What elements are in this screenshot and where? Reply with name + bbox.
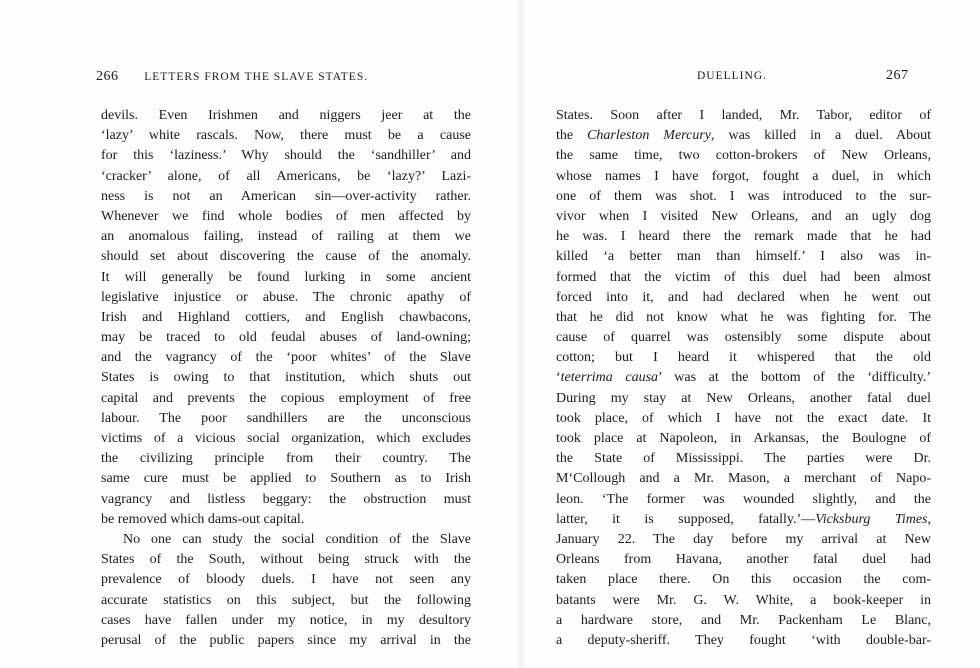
- text-line: for this ‘laziness.’ Why should the ‘sandhiller’ and: [101, 148, 471, 164]
- text-line: the State of Mississippi. The parties were Dr.: [556, 451, 931, 467]
- text-line: During my stay at New Orleans, another fatal duel: [556, 390, 931, 406]
- text-line: a deputy-sheriff. They fought ‘with double-bar-: [556, 632, 931, 648]
- text-line: took place, of which I have not the exact date. It: [556, 410, 931, 426]
- text-line: cases have fallen under my notice, in my desultory: [101, 612, 471, 628]
- left-page-body: [101, 106, 471, 651]
- text-line: States. Soon after I landed, Mr. Tabor, editor of: [556, 108, 931, 123]
- text-line: capital and prevents the copious employment of free: [101, 390, 471, 406]
- text-line: M‘Collough and a Mr. Mason, a merchant of Napo-: [556, 471, 931, 487]
- text-line: States of the South, without being struck with the: [101, 552, 471, 568]
- italic-term: Charleston Mercury: [587, 128, 711, 144]
- text-line: No one can study the social condition of the Slave: [123, 531, 471, 547]
- text-line: formed that the victim of this duel had been almost: [556, 269, 931, 285]
- text-line: that he did not know what he was fighting for. The: [556, 309, 931, 325]
- text-line: killed ‘a better man than himself.’ I also was in-: [556, 249, 931, 265]
- text-line: legislative injustice or abuse. The chronic apathy of: [101, 289, 471, 305]
- text-line: perusal of the public papers since my arrival in the: [101, 632, 471, 648]
- italic-term: teterrima causa: [560, 370, 659, 386]
- text-line: the Charleston Mercury, was killed in a duel. About: [556, 128, 931, 144]
- text-line: whose names I have forgot, fought a duel, in which: [556, 168, 931, 184]
- right-page-body: [556, 106, 931, 651]
- text-line: and the vagrancy of the ‘poor whites’ of the Slave: [101, 350, 471, 366]
- text-line: Irish and Highland cottiers, and English chawbacons,: [101, 309, 471, 325]
- text-line: latter, it is supposed, fatally.’—Vicksburg Times,: [556, 511, 932, 527]
- text-line: should set about discovering the cause of the anomaly.: [101, 249, 471, 265]
- text-line: cotton; but I heard it whispered that the old: [556, 350, 931, 366]
- text-line: vagrancy and listless beggary: the obstruction must: [101, 491, 471, 507]
- text-line: forced into it, and had declared when he went out: [556, 289, 931, 305]
- text-line: batants were Mr. G. W. White, a book-keeper in: [556, 592, 931, 608]
- italic-term: Vicksburg Times: [815, 511, 928, 527]
- text-line: same cure must be applied to Southern as to Irish: [101, 471, 471, 487]
- text-line: ness is not an American sin—over-activity rather.: [101, 188, 471, 204]
- text-line: devils. Even Irishmen and niggers jeer at the: [101, 108, 471, 123]
- text-line: labour. The poor sandhillers are the unconscious: [101, 410, 471, 426]
- text-line: prevalence of bloody duels. I have not seen any: [101, 572, 471, 588]
- text-line: accurate statistics on this subject, but the following: [101, 592, 471, 608]
- text-line: States is owing to that institution, which shuts out: [101, 370, 471, 386]
- right-running-head: DUELLING.: [697, 70, 767, 82]
- text-line: ‘teterrima causa’ was at the bottom of the ‘difficulty.’: [556, 370, 932, 386]
- text-line: took place at Napoleon, in Arkansas, the Boulogne of: [556, 431, 931, 446]
- text-line: cause of quarrel was ostensibly some dispute about: [556, 330, 931, 346]
- text-line: January 22. The day before my arrival at New: [556, 531, 931, 547]
- text-line: one of them was shot. I was introduced to the sur-: [556, 188, 931, 204]
- text-line: an anomalous failing, instead of railing at them we: [101, 229, 471, 245]
- text-line: he was. I heard there the remark made that he had: [556, 229, 931, 245]
- text-line: be removed which dams-out capital.: [101, 511, 305, 527]
- text-line: the civilizing principle from their country. The: [101, 451, 471, 467]
- left-page-header: [96, 68, 476, 85]
- text-line: the same time, two cotton-brokers of New Orleans,: [556, 148, 931, 164]
- text-line: ‘lazy’ white rascals. Now, there must be a cause: [101, 128, 471, 144]
- text-line: a hardware store, and Mr. Packenham Le Blanc,: [556, 612, 931, 628]
- right-page-number: 267: [886, 68, 909, 83]
- text-line: Orleans from Havana, another fatal duel had: [556, 552, 931, 568]
- text-line: victims of a vicious social organization, which excludes: [101, 431, 471, 446]
- text-line: It will generally be found lurking in some ancient: [101, 269, 471, 285]
- text-line: Whenever we find whole bodies of men affected by: [101, 208, 471, 224]
- text-line: may be traced to old feudal abuses of land-owning;: [101, 330, 471, 346]
- text-line: ‘cracker’ alone, of all Americans, be ‘lazy?’ Lazi-: [101, 168, 471, 184]
- left-page-number: 266: [96, 69, 119, 84]
- left-running-head: LETTERS FROM THE SLAVE STATES.: [144, 71, 369, 83]
- text-line: vivor when I visited New Orleans, and an ugly dog: [556, 208, 931, 224]
- text-line: taken place there. On this occasion the com-: [556, 572, 931, 588]
- text-line: leon. ‘The former was wounded slightly, and the: [556, 491, 931, 507]
